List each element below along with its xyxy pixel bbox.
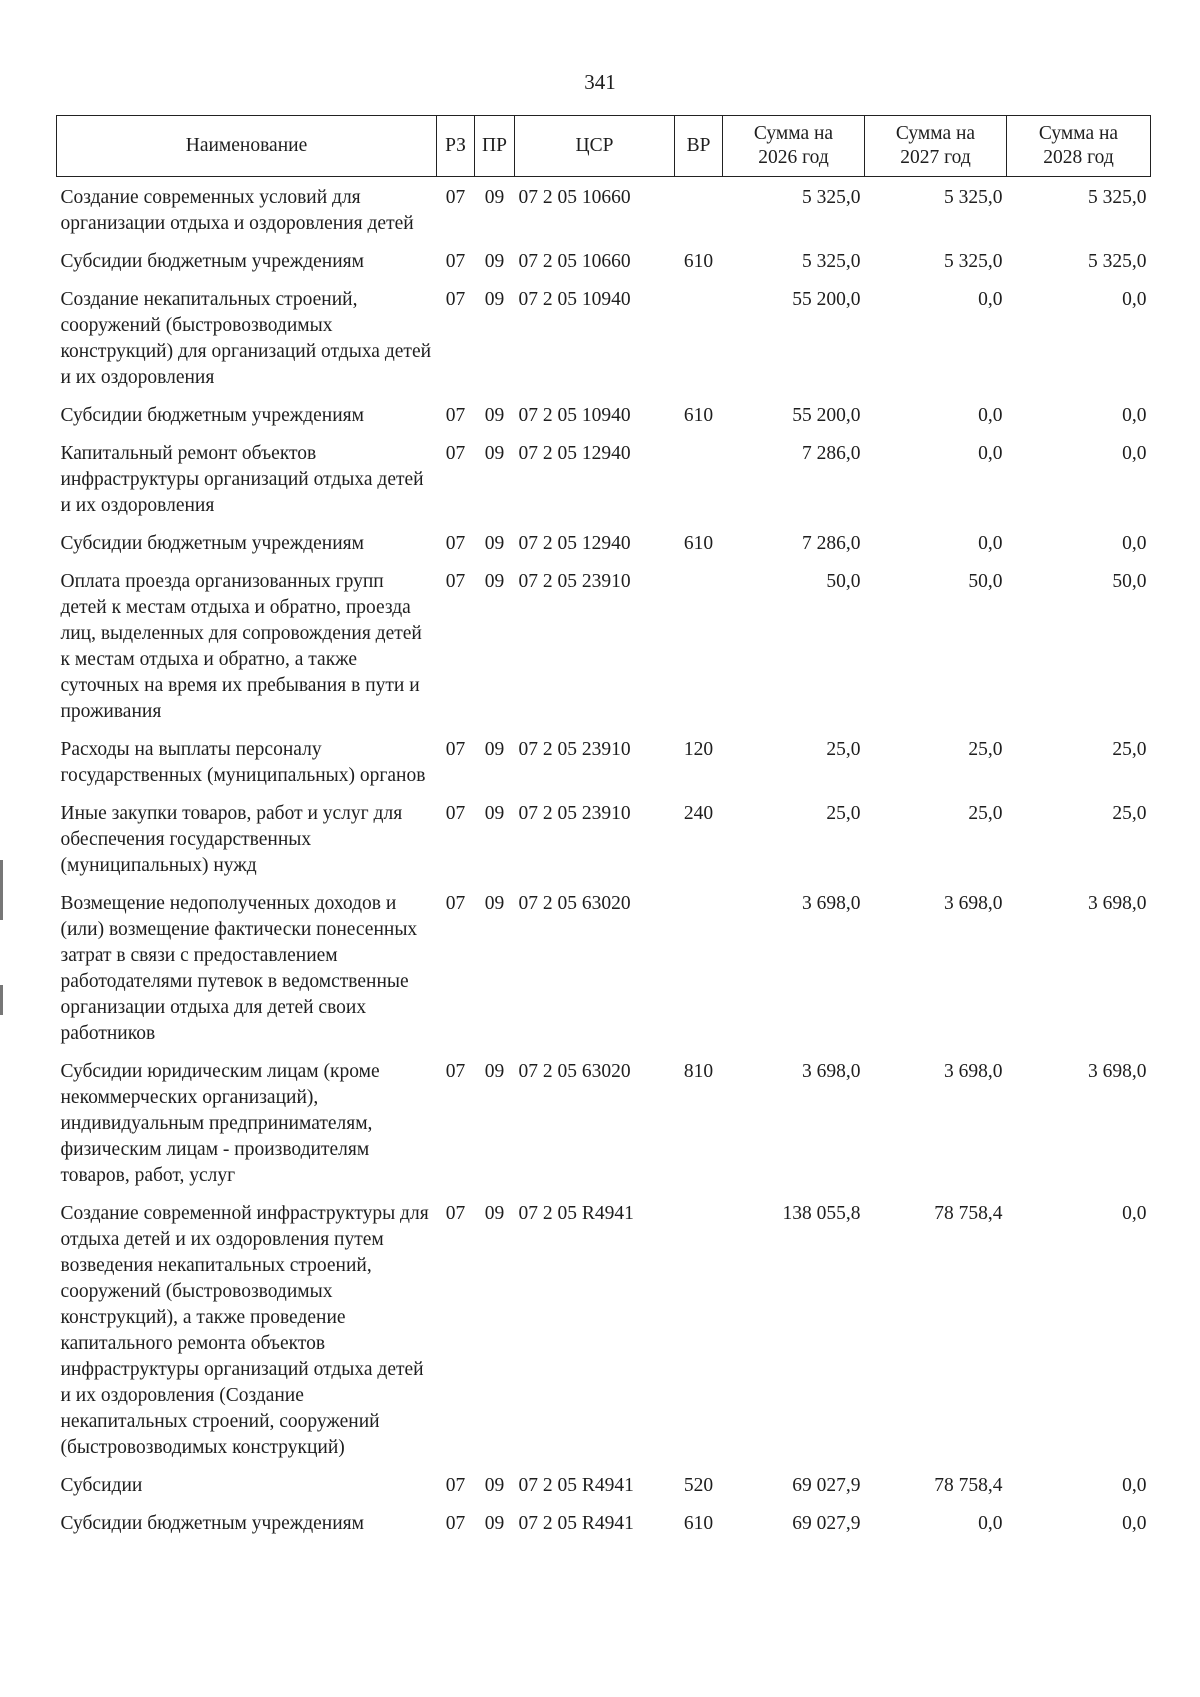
cell-sum-2028: 3 698,0: [1088, 893, 1147, 914]
cell-name: Создание современных условий для организации отдыха и оздоровления детей: [60, 187, 414, 234]
cell-rz: 07: [445, 739, 466, 760]
cell-rz: 07: [445, 1061, 466, 1082]
cell-sum-2027: 0,0: [978, 405, 1003, 426]
cell-csr: 07 2 05 10660: [518, 251, 631, 272]
cell-vr: [675, 279, 723, 395]
cell-vr: 120: [683, 739, 714, 760]
table-row: [57, 793, 1151, 883]
cell-sum-2026: 25,0: [826, 803, 861, 824]
table-row: [57, 279, 1151, 395]
cell-csr: 07 2 05 23910: [518, 803, 631, 824]
cell-rz: 07: [445, 289, 466, 310]
cell-pr: 09: [484, 1061, 505, 1082]
cell-name: Субсидии бюджетным учреждениям: [60, 251, 364, 272]
cell-rz: 07: [445, 251, 466, 272]
cell-sum-2026: 5 325,0: [802, 251, 861, 272]
cell-sum-2028: 0,0: [1122, 1475, 1147, 1496]
cell-sum-2027: 0,0: [978, 443, 1003, 464]
table-body: [57, 177, 1151, 1542]
table-row: [57, 1193, 1151, 1465]
header-sum-2027: Сумма на 2027 год: [865, 116, 1007, 177]
cell-sum-2027: 3 698,0: [944, 893, 1003, 914]
cell-rz: 07: [445, 443, 466, 464]
header-sum-2028: Сумма на 2028 год: [1007, 116, 1151, 177]
cell-sum-2027: 0,0: [978, 1513, 1003, 1534]
cell-vr: [675, 883, 723, 1051]
cell-name: Субсидии бюджетным учреждениям: [60, 405, 364, 426]
scan-edge-mark: [0, 860, 3, 920]
cell-csr: 07 2 05 63020: [518, 1061, 631, 1082]
cell-sum-2026: 50,0: [826, 571, 861, 592]
table-row: [57, 241, 1151, 279]
cell-csr: 07 2 05 12940: [518, 533, 631, 554]
cell-sum-2028: 5 325,0: [1088, 187, 1147, 208]
cell-vr: [675, 1193, 723, 1465]
cell-sum-2026: 25,0: [826, 739, 861, 760]
header-name: Наименование: [57, 116, 437, 177]
cell-name: Оплата проезда организованных групп детей к местам отдыха и обратно, проезда лиц, выделенных для сопровождения детей к местам отдыха и обратно, а также суточных на время их пребывания в пути и проживания: [60, 571, 422, 722]
cell-vr: 610: [683, 533, 714, 554]
cell-rz: 07: [445, 803, 466, 824]
cell-vr: 520: [683, 1475, 714, 1496]
cell-csr: 07 2 05 23910: [518, 739, 631, 760]
cell-sum-2027: 0,0: [978, 533, 1003, 554]
cell-vr: 610: [683, 1513, 714, 1534]
cell-sum-2028: 0,0: [1122, 405, 1147, 426]
cell-name: Возмещение недополученных доходов и (или) возмещение фактически понесенных затрат в связи с предоставлением работодателями путевок в ведомственные организации отдыха для детей своих работников: [60, 893, 418, 1044]
table-row: [57, 729, 1151, 793]
cell-sum-2026: 55 200,0: [792, 405, 861, 426]
cell-vr: [675, 561, 723, 729]
table-header-row: [57, 116, 1151, 177]
table-row: [57, 1465, 1151, 1503]
budget-table: [56, 115, 1151, 1541]
cell-sum-2026: 3 698,0: [802, 893, 861, 914]
table-row: [57, 177, 1151, 242]
cell-sum-2028: 0,0: [1122, 289, 1147, 310]
cell-vr: [675, 433, 723, 523]
cell-sum-2028: 25,0: [1112, 739, 1147, 760]
table-row: [57, 561, 1151, 729]
cell-sum-2027: 5 325,0: [944, 187, 1003, 208]
cell-sum-2026: 5 325,0: [802, 187, 861, 208]
cell-sum-2026: 7 286,0: [802, 443, 861, 464]
cell-sum-2028: 5 325,0: [1088, 251, 1147, 272]
cell-sum-2027: 78 758,4: [934, 1475, 1003, 1496]
cell-vr: [675, 177, 723, 242]
cell-pr: 09: [484, 893, 505, 914]
cell-sum-2028: 0,0: [1122, 1513, 1147, 1534]
cell-csr: 07 2 05 10660: [518, 187, 631, 208]
cell-sum-2028: 0,0: [1122, 1203, 1147, 1224]
header-sum-2026: Сумма на 2026 год: [723, 116, 865, 177]
cell-csr: 07 2 05 10940: [518, 405, 631, 426]
cell-pr: 09: [484, 571, 505, 592]
cell-sum-2026: 3 698,0: [802, 1061, 861, 1082]
table-row: [57, 523, 1151, 561]
cell-sum-2027: 25,0: [968, 803, 1003, 824]
cell-sum-2027: 5 325,0: [944, 251, 1003, 272]
cell-sum-2028: 0,0: [1122, 533, 1147, 554]
cell-sum-2028: 3 698,0: [1088, 1061, 1147, 1082]
cell-sum-2026: 55 200,0: [792, 289, 861, 310]
cell-sum-2028: 0,0: [1122, 443, 1147, 464]
cell-sum-2028: 50,0: [1112, 571, 1147, 592]
cell-sum-2027: 50,0: [968, 571, 1003, 592]
cell-pr: 09: [484, 1475, 505, 1496]
cell-name: Расходы на выплаты персоналу государственных (муниципальных) органов: [60, 739, 426, 786]
page-number: 341: [584, 70, 616, 94]
header-csr: ЦСР: [515, 116, 675, 177]
cell-csr: 07 2 05 R4941: [518, 1203, 634, 1224]
cell-sum-2027: 25,0: [968, 739, 1003, 760]
cell-sum-2026: 7 286,0: [802, 533, 861, 554]
cell-csr: 07 2 05 63020: [518, 893, 631, 914]
cell-name: Субсидии бюджетным учреждениям: [60, 533, 364, 554]
cell-pr: 09: [484, 405, 505, 426]
header-vr: ВР: [675, 116, 723, 177]
table-row: [57, 433, 1151, 523]
cell-csr: 07 2 05 23910: [518, 571, 631, 592]
header-pr: ПР: [475, 116, 515, 177]
cell-csr: 07 2 05 10940: [518, 289, 631, 310]
cell-csr: 07 2 05 R4941: [518, 1513, 634, 1534]
cell-name: Капитальный ремонт объектов инфраструктуры организаций отдыха детей и их оздоровления: [60, 443, 424, 516]
cell-sum-2026: 69 027,9: [792, 1475, 861, 1496]
cell-name: Иные закупки товаров, работ и услуг для обеспечения государственных (муниципальных) нужд: [60, 803, 403, 876]
cell-pr: 09: [484, 739, 505, 760]
cell-vr: 240: [683, 803, 714, 824]
cell-vr: 610: [683, 251, 714, 272]
cell-name: Субсидии бюджетным учреждениям: [60, 1513, 364, 1534]
cell-name: Создание некапитальных строений, сооружений (быстровозводимых конструкций) для организаций отдыха детей и их оздоровления: [60, 289, 432, 388]
cell-rz: 07: [445, 533, 466, 554]
table-row: [57, 395, 1151, 433]
cell-pr: 09: [484, 443, 505, 464]
cell-rz: 07: [445, 1203, 466, 1224]
table-row: [57, 1051, 1151, 1193]
cell-rz: 07: [445, 571, 466, 592]
cell-csr: 07 2 05 R4941: [518, 1475, 634, 1496]
cell-rz: 07: [445, 405, 466, 426]
cell-pr: 09: [484, 803, 505, 824]
cell-sum-2027: 3 698,0: [944, 1061, 1003, 1082]
cell-pr: 09: [484, 289, 505, 310]
table-row: [57, 883, 1151, 1051]
cell-sum-2027: 78 758,4: [934, 1203, 1003, 1224]
cell-vr: 810: [683, 1061, 714, 1082]
cell-rz: 07: [445, 1475, 466, 1496]
cell-rz: 07: [445, 187, 466, 208]
table-row: [57, 1503, 1151, 1541]
scan-edge-mark: [0, 985, 3, 1015]
cell-rz: 07: [445, 893, 466, 914]
cell-rz: 07: [445, 1513, 466, 1534]
cell-csr: 07 2 05 12940: [518, 443, 631, 464]
cell-vr: 610: [683, 405, 714, 426]
cell-sum-2027: 0,0: [978, 289, 1003, 310]
cell-name: Субсидии: [60, 1475, 143, 1496]
cell-sum-2026: 138 055,8: [782, 1203, 861, 1224]
cell-sum-2026: 69 027,9: [792, 1513, 861, 1534]
cell-pr: 09: [484, 187, 505, 208]
cell-pr: 09: [484, 533, 505, 554]
cell-sum-2028: 25,0: [1112, 803, 1147, 824]
cell-name: Субсидии юридическим лицам (кроме некоммерческих организаций), индивидуальным предпринимателям, физическим лицам - производителям товаров, работ, услуг: [60, 1061, 380, 1186]
cell-pr: 09: [484, 1513, 505, 1534]
cell-name: Создание современной инфраструктуры для отдыха детей и их оздоровления путем возведения некапитальных строений, сооружений (быстровозводимых конструкций), а также проведение капитального ремонта объектов инфраструктуры организаций отдыха детей и их оздоровления (Создание некапитальных строений, сооружений (быстровозводимых конструкций): [60, 1203, 429, 1458]
header-rz: РЗ: [437, 116, 475, 177]
cell-pr: 09: [484, 251, 505, 272]
cell-pr: 09: [484, 1203, 505, 1224]
